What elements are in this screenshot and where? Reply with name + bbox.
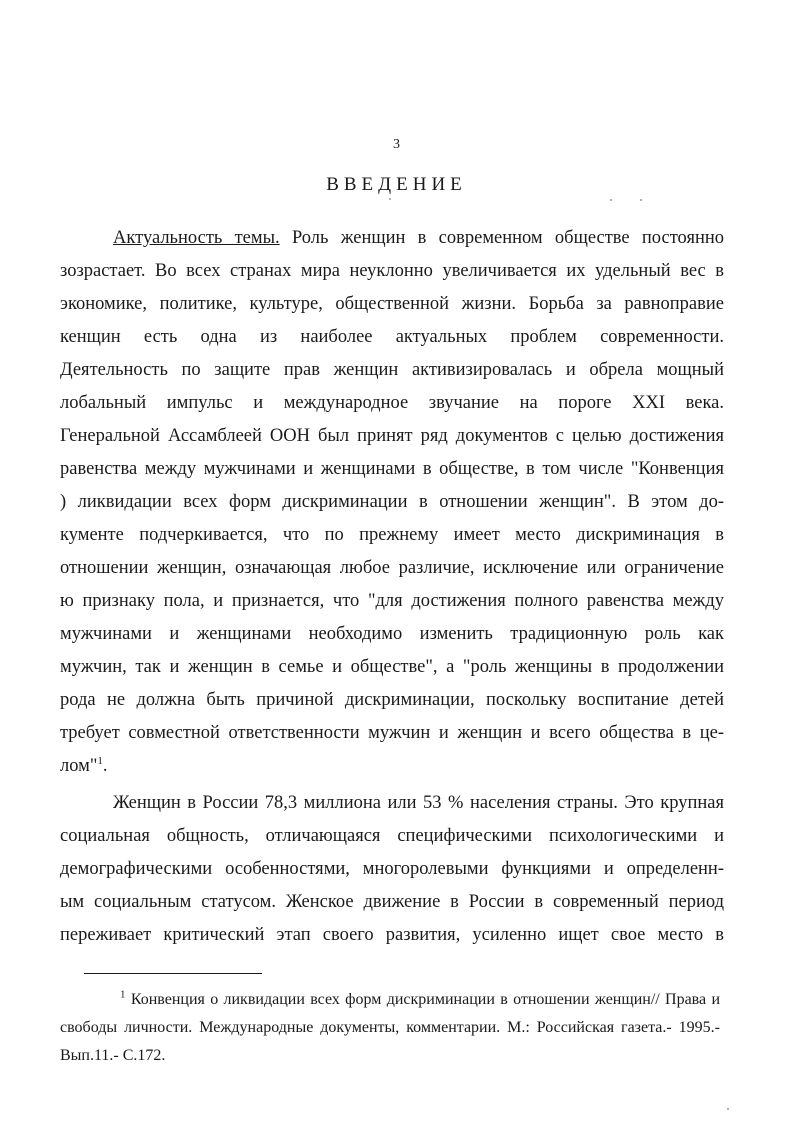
paragraph-line: равенства между мужчинами и женщинами в обществе, в том числе "Конвенция — [60, 459, 724, 479]
paragraph-1-last-line — [60, 754, 724, 778]
paragraph-line: кенщин есть одна из наиболее актуальных проблем современности. — [60, 327, 724, 347]
footnote-separator — [84, 973, 262, 974]
paragraph-line: социальная общность, отличающаяся специфическими психологическими и — [60, 826, 724, 846]
paragraph-line: отношении женщин, означающая любое различие, исключение или ограничение — [60, 558, 724, 578]
footnote-reference[interactable]: 1 — [97, 754, 103, 767]
paragraph-line: экономике, политике, культуре, общественной жизни. Борьба за равноправие — [60, 294, 724, 314]
paragraph-line: кументе подчеркивается, что по прежнему имеет место дискриминация в — [60, 525, 724, 545]
footnote-line-3: Вып.11.- С.172. — [60, 1047, 166, 1064]
paragraph-line: рода не должна быть причиной дискриминации, поскольку воспитание детей — [60, 690, 724, 710]
paragraph-line: мужчин, так и женщин в семье и обществе", а "роль женщины в продолжении — [60, 657, 724, 677]
paragraph-2-line-1: Женщин в России 78,3 миллиона или 53 % населения страны. Это крупная — [113, 793, 724, 813]
paragraph-line: требует совместной ответственности мужчин и женщин и всего общества в це- — [60, 723, 724, 743]
paragraph-line: зозрастает. Во всех странах мира неуклонно увеличивается их удельный вес в — [60, 261, 724, 281]
paragraph-line: лобальный импульс и международное звучание на пороге XXI века. — [60, 393, 724, 413]
scan-speck — [610, 199, 612, 201]
paragraph-line: демографическими особенностями, многоролевыми функциями и определенн- — [60, 859, 724, 879]
scan-speck — [640, 199, 642, 201]
scan-speck — [727, 1108, 729, 1110]
page-title: ВВЕДЕНИЕ — [326, 174, 467, 195]
paragraph-line: ) ликвидации всех форм дискриминации в отношении женщин". В этом до- — [60, 492, 724, 512]
paragraph-1-line-1-text: Роль женщин в современном обществе постоянно — [291, 228, 725, 248]
footnote-line-2: свободы личности. Международные документы, комментарии. М.: Российская газета.- 1995.- — [60, 1019, 720, 1036]
footnote-text-1: Конвенция о ликвидации всех форм дискриминации в отношении женщин// Права и — [130, 991, 721, 1008]
paragraph-line: Деятельность по защите прав женщин активизировалась и обрела мощный — [60, 360, 724, 380]
topic-relevance-label: Актуальность темы. — [113, 228, 280, 248]
paragraph-line: Генеральной Ассамблеей ООН был принят ряд документов с целью достижения — [60, 426, 724, 446]
page-number: 3 — [393, 137, 400, 152]
last-line-end: . — [102, 756, 108, 776]
paragraph-line: переживает критический этап своего развития, усиленно ищет свое место в — [60, 925, 724, 945]
paragraph-1-line-1 — [113, 226, 724, 250]
paragraph-line: ым социальным статусом. Женское движение в России в современный период — [60, 892, 724, 912]
paragraph-line: ю признаку пола, и признается, что "для достижения полного равенства между — [60, 591, 724, 611]
paragraph-line: мужчинами и женщинами необходимо изменить традиционную роль как — [60, 624, 724, 644]
footnote-marker: 1 — [120, 988, 126, 1001]
last-line-text: лом" — [60, 756, 98, 776]
scan-speck — [389, 198, 391, 200]
footnote-line-1 — [120, 990, 720, 1010]
